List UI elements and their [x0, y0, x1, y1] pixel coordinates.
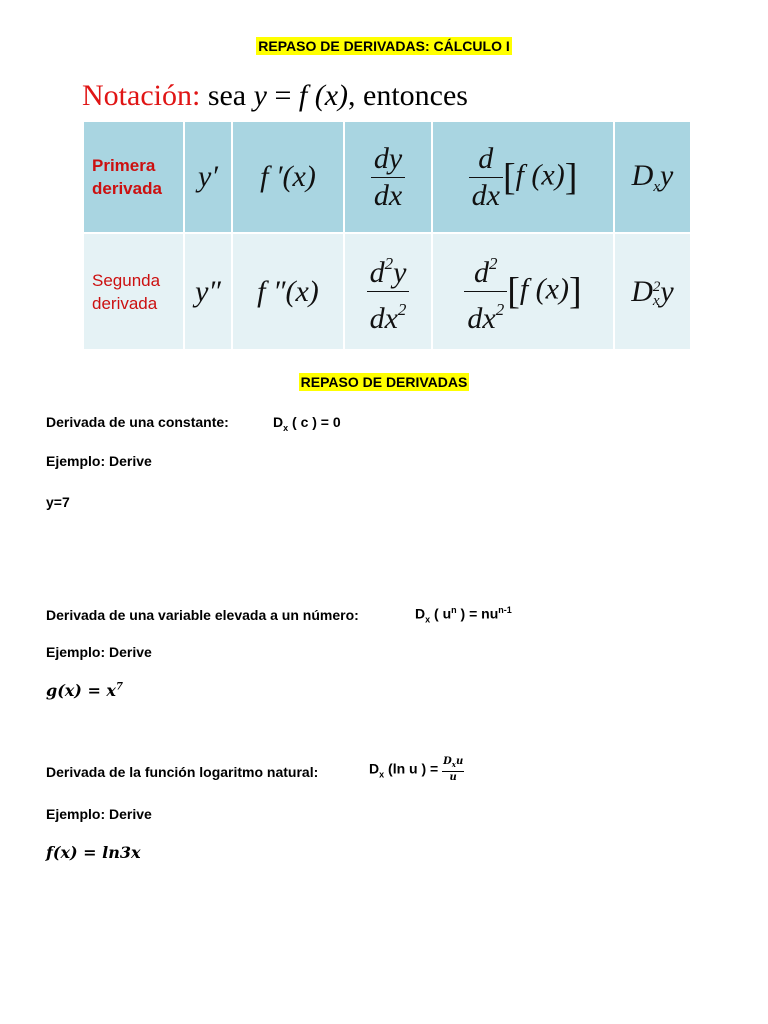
notation-eq: = [274, 79, 299, 112]
rule3-formula [369, 756, 464, 784]
rule3-frac-D: D [443, 756, 452, 767]
dx-var: y [660, 158, 674, 192]
notation-table [84, 122, 690, 349]
operator-den: dx [471, 178, 500, 212]
rule3-frac-den: u [449, 772, 457, 783]
rule1-sub: x [283, 422, 289, 433]
operator2-num-sup: 2 [489, 254, 498, 273]
rule3-label: Derivada de la función logaritmo natural: [46, 764, 319, 780]
rule3-sub: x [379, 769, 385, 780]
leibniz2-num-d: d [369, 256, 385, 289]
leibniz2-den: dx [369, 302, 398, 335]
operator2-body: f (x) [519, 272, 569, 306]
dx2-sup: 2 [652, 278, 661, 295]
notation-rest: , entonces [348, 79, 468, 112]
row-label-first-line2: derivada [92, 179, 162, 198]
rule3-frac-u: u [455, 756, 464, 767]
leibniz-den: dx [373, 178, 403, 212]
row-label-second-line2: derivada [92, 293, 158, 313]
leibniz-num: dy [371, 143, 405, 178]
notation-label: Notación: [82, 79, 201, 112]
dx2-D: D [631, 274, 653, 308]
rule3-D: D [369, 760, 380, 777]
rule2-sup2: n-1 [498, 605, 512, 615]
rule3-rest: (ln u ) = [384, 760, 443, 777]
notation-line [82, 78, 468, 114]
row-label-second [84, 233, 184, 349]
rule3-example: Ejemplo: Derive [46, 806, 152, 822]
dx2-sub: x [652, 292, 660, 309]
rule2-example: Ejemplo: Derive [46, 644, 152, 660]
rule2-example-expr [46, 681, 123, 700]
rule2-expr-base: g(x) = x [46, 681, 116, 700]
document-title: REPASO DE DERIVADAS: CÁLCULO I [258, 38, 510, 54]
rule2-nu: ) = nu [456, 605, 499, 622]
dx-D: D [631, 158, 654, 192]
notation-y: y [253, 79, 267, 112]
cell-dx-operator [614, 122, 690, 233]
cell-double-prime-y: y″ [184, 233, 232, 349]
table-row-first-derivative [84, 122, 690, 233]
section-title-wrap [0, 374, 768, 392]
rule2-sub: x [425, 614, 431, 625]
rule2-u: ( u [430, 605, 452, 622]
rule2-label: Derivada de una variable elevada a un número: [46, 607, 359, 623]
rule2-formula [415, 605, 512, 624]
notation-sea: sea [207, 79, 247, 112]
operator-num: d [469, 143, 503, 178]
row-label-first [84, 122, 184, 233]
rule1-D: D [273, 414, 284, 430]
left-bracket: [ [502, 156, 516, 198]
cell-operator-2 [432, 233, 614, 349]
notation-fx: f (x) [298, 79, 349, 112]
right-bracket-2: ] [568, 270, 582, 313]
leibniz2-num-var: y [393, 256, 407, 289]
rule1-example: Ejemplo: Derive [46, 453, 152, 469]
rule1-example-expr: y=7 [46, 494, 70, 510]
cell-leibniz [344, 122, 432, 233]
cell-prime-y: y′ [184, 122, 232, 233]
dx2-var: y [660, 274, 674, 308]
cell-double-prime-f: f ″(x) [232, 233, 344, 349]
right-bracket: ] [564, 156, 578, 198]
document-title-wrap [0, 38, 768, 56]
row-label-second-line1: Segunda [92, 270, 161, 290]
cell-leibniz-2 [344, 233, 432, 349]
left-bracket-2: [ [507, 270, 520, 313]
operator2-den-sup: 2 [495, 300, 505, 319]
leibniz2-den-sup: 2 [397, 300, 407, 319]
rule3-fraction [442, 756, 464, 784]
operator2-num: d [474, 256, 490, 289]
cell-prime-f: f ′(x) [232, 122, 344, 233]
table-row-second-derivative [84, 233, 690, 349]
rule2-sup: n [451, 605, 457, 615]
section-title: REPASO DE DERIVADAS [300, 374, 468, 390]
rule3-frac-sub: x [451, 760, 456, 769]
rule3-example-expr: f(x) = ln3x [46, 843, 141, 862]
rule1-rest: ( c ) = 0 [288, 414, 341, 430]
row-label-first-line1: Primera [92, 156, 156, 175]
leibniz2-num-sup: 2 [384, 254, 394, 273]
cell-dx2-operator [614, 233, 690, 349]
rule1-formula [273, 414, 341, 433]
cell-operator [432, 122, 614, 233]
operator2-den: dx [467, 302, 496, 335]
operator-body: f (x) [515, 157, 565, 191]
rule2-expr-sup: 7 [115, 681, 123, 693]
rule2-D: D [415, 605, 426, 622]
rule1-label: Derivada de una constante: [46, 414, 229, 430]
dx-sub: x [653, 178, 660, 195]
